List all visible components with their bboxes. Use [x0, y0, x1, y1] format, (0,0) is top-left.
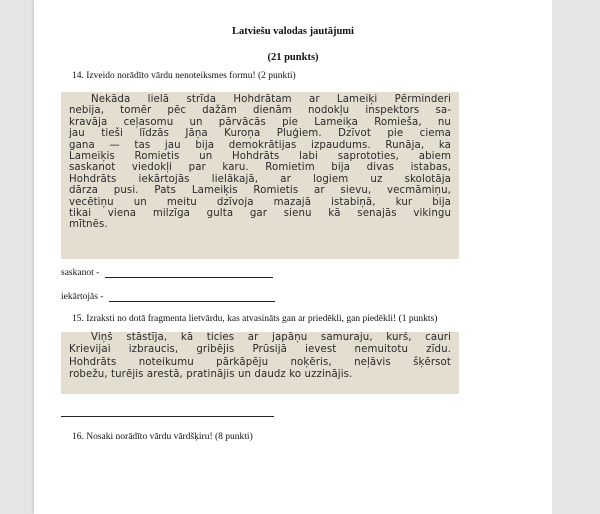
passage-line: dārza pusi. Pats Lameiķis Romietis ar sievu, vecmāmiņu,: [69, 185, 451, 197]
passage-line: Krievijai izbraucis, gribējis Prūsijā ievest nemuitotu zīdu.: [69, 344, 451, 356]
passage-image-14: [61, 92, 459, 259]
passage-line: kravāja ceļasomu un pārvācās pie Lameiķa Romieša, nu: [69, 116, 451, 128]
answer-blank-saskanot[interactable]: [105, 268, 273, 278]
passage-line: jau tieši līdzās Jāņa Kuroņa Pluģiem. Dzīvot pie ciema: [69, 128, 451, 140]
passage-image-15: [61, 332, 459, 394]
passage-line: robežu, turējis arestā, pratinājis un daudz ko uzzinājis.: [69, 368, 353, 380]
passage-line: Nekāda lielā strīda Hohdrātam ar Lameiķi Pērminderi: [91, 94, 451, 105]
question-16: 16. Nosaki norādīto vārdu vārdšķiru! (8 punkti): [72, 432, 253, 442]
passage-line: saskanot viedokļi par karu. Romietim bija divas istabas,: [69, 162, 451, 174]
answer-label: iekārtojās -: [61, 292, 106, 302]
points-total: (21 punkts): [267, 52, 319, 63]
page-title: Latviešu valodas jautājumi: [232, 26, 354, 37]
answer-blank-iekartojas[interactable]: [109, 292, 275, 302]
answer-label: saskanot -: [61, 268, 102, 278]
passage-line: tikai viena milzīga gulta gar sienu kā senajās vikingu: [69, 208, 451, 220]
passage-line: mītnēs.: [69, 219, 108, 231]
passage-line: Lameiķis Romietis un Hohdrāts labi saprototies, abiem: [69, 151, 451, 163]
answer-blank-15[interactable]: [61, 416, 274, 417]
passage-line: Viņš stāstīja, kā ticies ar japāņu samuraju, kurš, cauri: [91, 332, 451, 343]
answer-saskanot: [61, 268, 273, 278]
passage-line: gana — tas jau bija demokrātijas izpaudums. Runāja, ka: [69, 139, 451, 151]
viewer-background: [552, 0, 600, 514]
question-15: 15. Izraksti no dotā fragmenta lietvārdu, kas atvasināts gan ar priedēkli, gan piedēkli! (1 punkts): [72, 314, 438, 324]
passage-line: Hohdrāts iekārtojās lielākajā, ar logiem uz skolotāja: [69, 173, 451, 185]
document-page: [34, 0, 552, 514]
passage-line: nebija, tomēr pēc dažām dienām nodokļu inspektors sa-: [69, 105, 451, 117]
answer-iekartojas: [61, 292, 275, 302]
passage-line: vecētiņu un meitu dzīvoja mazajā istabiņā, kur bija: [69, 196, 451, 208]
question-14: 14. Izveido norādīto vārdu nenoteiksmes formu! (2 punkti): [72, 71, 296, 81]
passage-line: Hohdrāts noteikumu pārkāpēju noķēris, neļāvis šķērsot: [69, 356, 451, 368]
